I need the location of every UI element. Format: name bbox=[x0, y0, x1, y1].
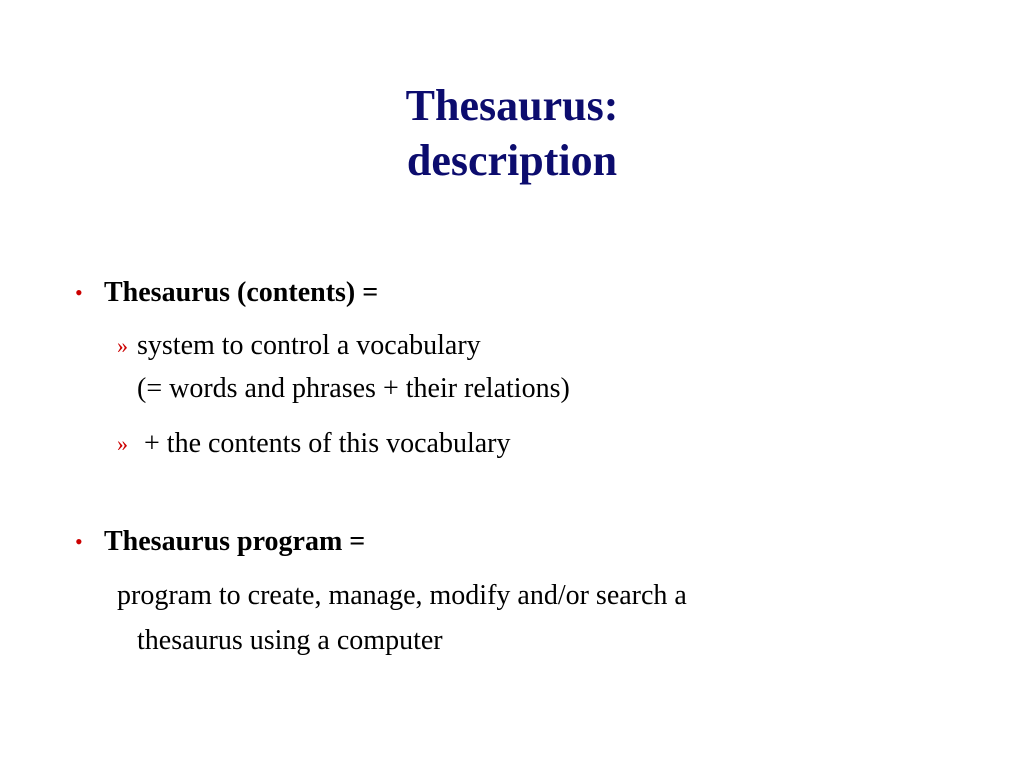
sub-item-line-1: + the contents of this vocabulary bbox=[137, 428, 511, 459]
guillemet-icon: » bbox=[117, 333, 128, 358]
sub-item-control-vocabulary bbox=[117, 323, 570, 411]
program-description-line-2: thesaurus using a computer bbox=[137, 625, 443, 656]
bullet-dot-icon: • bbox=[75, 280, 83, 305]
guillemet-icon: » bbox=[117, 431, 128, 456]
title-line-1: Thesaurus: bbox=[405, 81, 619, 130]
program-description bbox=[117, 573, 687, 663]
bullet-dot-icon: • bbox=[75, 529, 83, 554]
title-line-2: description bbox=[406, 136, 618, 185]
bullet-text: Thesaurus program = bbox=[104, 526, 366, 557]
bullet-text: Thesaurus (contents) = bbox=[104, 277, 379, 308]
sub-item-line-2: (= words and phrases + their relations) bbox=[137, 373, 570, 404]
sub-item-line-1: system to control a vocabulary bbox=[137, 330, 481, 361]
sub-item-contents-vocabulary bbox=[117, 421, 510, 466]
slide-title bbox=[0, 78, 1024, 188]
program-description-line-1: program to create, manage, modify and/or search a bbox=[117, 580, 687, 611]
